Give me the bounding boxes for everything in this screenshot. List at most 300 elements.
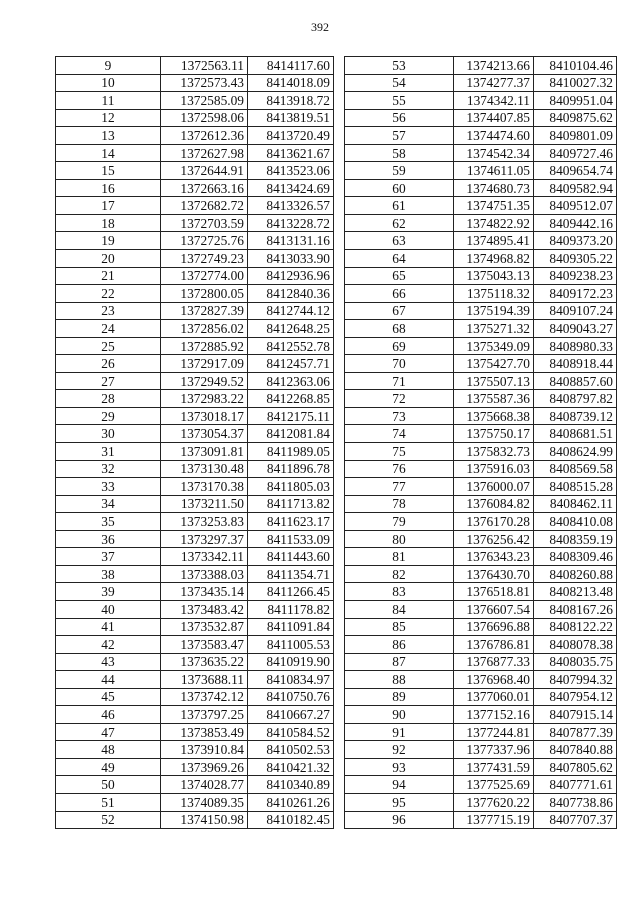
point-number-cell: 58 bbox=[345, 144, 454, 162]
y-coordinate-cell: 8408309.46 bbox=[534, 548, 617, 566]
point-number-cell: 45 bbox=[56, 688, 161, 706]
y-coordinate-cell: 8408359.19 bbox=[534, 530, 617, 548]
x-coordinate-cell: 1373635.22 bbox=[161, 653, 248, 671]
point-number-cell: 42 bbox=[56, 636, 161, 654]
y-coordinate-cell: 8409801.09 bbox=[534, 127, 617, 145]
x-coordinate-cell: 1372563.11 bbox=[161, 57, 248, 75]
y-coordinate-cell: 8409951.04 bbox=[534, 92, 617, 110]
table-row bbox=[345, 407, 617, 425]
point-number-cell: 88 bbox=[345, 671, 454, 689]
point-number-cell: 64 bbox=[345, 250, 454, 268]
point-number-cell: 43 bbox=[56, 653, 161, 671]
point-number-cell: 12 bbox=[56, 109, 161, 127]
y-coordinate-cell: 8411005.53 bbox=[248, 636, 334, 654]
point-number-cell: 14 bbox=[56, 144, 161, 162]
table-row bbox=[56, 548, 334, 566]
y-coordinate-cell: 8412268.85 bbox=[248, 390, 334, 408]
x-coordinate-cell: 1373583.47 bbox=[161, 636, 248, 654]
y-coordinate-cell: 8410027.32 bbox=[534, 74, 617, 92]
x-coordinate-cell: 1376786.81 bbox=[454, 636, 534, 654]
table-row bbox=[345, 337, 617, 355]
point-number-cell: 69 bbox=[345, 337, 454, 355]
y-coordinate-cell: 8407738.86 bbox=[534, 793, 617, 811]
table-row bbox=[345, 74, 617, 92]
table-row bbox=[56, 443, 334, 461]
x-coordinate-cell: 1373797.25 bbox=[161, 706, 248, 724]
table-row bbox=[345, 109, 617, 127]
x-coordinate-cell: 1372827.39 bbox=[161, 302, 248, 320]
x-coordinate-cell: 1375587.36 bbox=[454, 390, 534, 408]
x-coordinate-cell: 1373742.12 bbox=[161, 688, 248, 706]
x-coordinate-cell: 1377525.69 bbox=[454, 776, 534, 794]
y-coordinate-cell: 8410834.97 bbox=[248, 671, 334, 689]
x-coordinate-cell: 1375507.13 bbox=[454, 372, 534, 390]
x-coordinate-cell: 1373297.37 bbox=[161, 530, 248, 548]
point-number-cell: 65 bbox=[345, 267, 454, 285]
point-number-cell: 83 bbox=[345, 583, 454, 601]
point-number-cell: 37 bbox=[56, 548, 161, 566]
table-row bbox=[56, 600, 334, 618]
table-row bbox=[345, 460, 617, 478]
table-row bbox=[345, 600, 617, 618]
y-coordinate-cell: 8412363.06 bbox=[248, 372, 334, 390]
point-number-cell: 66 bbox=[345, 285, 454, 303]
y-coordinate-cell: 8412175.11 bbox=[248, 407, 334, 425]
point-number-cell: 92 bbox=[345, 741, 454, 759]
table-row bbox=[56, 355, 334, 373]
x-coordinate-cell: 1376256.42 bbox=[454, 530, 534, 548]
point-number-cell: 19 bbox=[56, 232, 161, 250]
x-coordinate-cell: 1375349.09 bbox=[454, 337, 534, 355]
table-row bbox=[56, 425, 334, 443]
y-coordinate-cell: 8407840.88 bbox=[534, 741, 617, 759]
x-coordinate-cell: 1374751.35 bbox=[454, 197, 534, 215]
y-coordinate-cell: 8408569.58 bbox=[534, 460, 617, 478]
x-coordinate-cell: 1377620.22 bbox=[454, 793, 534, 811]
point-number-cell: 72 bbox=[345, 390, 454, 408]
table-row bbox=[56, 811, 334, 829]
x-coordinate-cell: 1375750.17 bbox=[454, 425, 534, 443]
y-coordinate-cell: 8409582.94 bbox=[534, 179, 617, 197]
x-coordinate-cell: 1374474.60 bbox=[454, 127, 534, 145]
x-coordinate-cell: 1374213.66 bbox=[454, 57, 534, 75]
table-row bbox=[345, 583, 617, 601]
table-row bbox=[345, 214, 617, 232]
point-number-cell: 95 bbox=[345, 793, 454, 811]
point-number-cell: 25 bbox=[56, 337, 161, 355]
x-coordinate-cell: 1373253.83 bbox=[161, 513, 248, 531]
y-coordinate-cell: 8411443.60 bbox=[248, 548, 334, 566]
point-number-cell: 30 bbox=[56, 425, 161, 443]
table-row bbox=[345, 144, 617, 162]
x-coordinate-cell: 1372585.09 bbox=[161, 92, 248, 110]
x-coordinate-cell: 1372725.76 bbox=[161, 232, 248, 250]
point-number-cell: 41 bbox=[56, 618, 161, 636]
y-coordinate-cell: 8407805.62 bbox=[534, 758, 617, 776]
table-row bbox=[345, 425, 617, 443]
table-row bbox=[56, 530, 334, 548]
y-coordinate-cell: 8410584.52 bbox=[248, 723, 334, 741]
x-coordinate-cell: 1373211.50 bbox=[161, 495, 248, 513]
y-coordinate-cell: 8411623.17 bbox=[248, 513, 334, 531]
x-coordinate-cell: 1372682.72 bbox=[161, 197, 248, 215]
point-number-cell: 94 bbox=[345, 776, 454, 794]
table-row bbox=[345, 688, 617, 706]
point-number-cell: 63 bbox=[345, 232, 454, 250]
table-row bbox=[345, 92, 617, 110]
table-row bbox=[56, 653, 334, 671]
x-coordinate-cell: 1373054.37 bbox=[161, 425, 248, 443]
table-row bbox=[345, 390, 617, 408]
table-row bbox=[345, 179, 617, 197]
y-coordinate-cell: 8410104.46 bbox=[534, 57, 617, 75]
table-row bbox=[56, 758, 334, 776]
point-number-cell: 9 bbox=[56, 57, 161, 75]
x-coordinate-cell: 1376343.23 bbox=[454, 548, 534, 566]
table-row bbox=[56, 688, 334, 706]
x-coordinate-cell: 1372644.91 bbox=[161, 162, 248, 180]
y-coordinate-cell: 8408035.75 bbox=[534, 653, 617, 671]
x-coordinate-cell: 1376696.88 bbox=[454, 618, 534, 636]
point-number-cell: 84 bbox=[345, 600, 454, 618]
x-coordinate-cell: 1372703.59 bbox=[161, 214, 248, 232]
coordinates-table-right bbox=[344, 56, 617, 829]
table-row bbox=[345, 741, 617, 759]
table-row bbox=[345, 811, 617, 829]
table-row bbox=[56, 671, 334, 689]
y-coordinate-cell: 8408213.48 bbox=[534, 583, 617, 601]
point-number-cell: 38 bbox=[56, 565, 161, 583]
y-coordinate-cell: 8407707.37 bbox=[534, 811, 617, 829]
y-coordinate-cell: 8412744.12 bbox=[248, 302, 334, 320]
y-coordinate-cell: 8408918.44 bbox=[534, 355, 617, 373]
point-number-cell: 35 bbox=[56, 513, 161, 531]
point-number-cell: 57 bbox=[345, 127, 454, 145]
point-number-cell: 67 bbox=[345, 302, 454, 320]
point-number-cell: 53 bbox=[345, 57, 454, 75]
point-number-cell: 36 bbox=[56, 530, 161, 548]
y-coordinate-cell: 8412081.84 bbox=[248, 425, 334, 443]
table-row bbox=[56, 618, 334, 636]
table-row bbox=[56, 267, 334, 285]
point-number-cell: 10 bbox=[56, 74, 161, 92]
y-coordinate-cell: 8409442.16 bbox=[534, 214, 617, 232]
x-coordinate-cell: 1376968.40 bbox=[454, 671, 534, 689]
table-row bbox=[56, 144, 334, 162]
table-row bbox=[345, 530, 617, 548]
point-number-cell: 91 bbox=[345, 723, 454, 741]
table-row bbox=[56, 776, 334, 794]
x-coordinate-cell: 1372885.92 bbox=[161, 337, 248, 355]
y-coordinate-cell: 8411713.82 bbox=[248, 495, 334, 513]
x-coordinate-cell: 1373853.49 bbox=[161, 723, 248, 741]
x-coordinate-cell: 1377431.59 bbox=[454, 758, 534, 776]
y-coordinate-cell: 8409107.24 bbox=[534, 302, 617, 320]
table-row bbox=[345, 548, 617, 566]
point-number-cell: 59 bbox=[345, 162, 454, 180]
point-number-cell: 62 bbox=[345, 214, 454, 232]
point-number-cell: 31 bbox=[56, 443, 161, 461]
point-number-cell: 50 bbox=[56, 776, 161, 794]
table-row bbox=[345, 127, 617, 145]
y-coordinate-cell: 8410750.76 bbox=[248, 688, 334, 706]
x-coordinate-cell: 1373435.14 bbox=[161, 583, 248, 601]
y-coordinate-cell: 8409727.46 bbox=[534, 144, 617, 162]
y-coordinate-cell: 8409043.27 bbox=[534, 320, 617, 338]
y-coordinate-cell: 8412648.25 bbox=[248, 320, 334, 338]
y-coordinate-cell: 8411091.84 bbox=[248, 618, 334, 636]
point-number-cell: 75 bbox=[345, 443, 454, 461]
x-coordinate-cell: 1376084.82 bbox=[454, 495, 534, 513]
point-number-cell: 48 bbox=[56, 741, 161, 759]
table-row bbox=[56, 285, 334, 303]
y-coordinate-cell: 8413228.72 bbox=[248, 214, 334, 232]
point-number-cell: 86 bbox=[345, 636, 454, 654]
x-coordinate-cell: 1374277.37 bbox=[454, 74, 534, 92]
table-row bbox=[345, 162, 617, 180]
point-number-cell: 77 bbox=[345, 478, 454, 496]
point-number-cell: 13 bbox=[56, 127, 161, 145]
y-coordinate-cell: 8409512.07 bbox=[534, 197, 617, 215]
table-row bbox=[56, 250, 334, 268]
table-row bbox=[56, 513, 334, 531]
x-coordinate-cell: 1376000.07 bbox=[454, 478, 534, 496]
table-row bbox=[345, 320, 617, 338]
point-number-cell: 16 bbox=[56, 179, 161, 197]
x-coordinate-cell: 1373688.11 bbox=[161, 671, 248, 689]
y-coordinate-cell: 8408797.82 bbox=[534, 390, 617, 408]
point-number-cell: 89 bbox=[345, 688, 454, 706]
y-coordinate-cell: 8408624.99 bbox=[534, 443, 617, 461]
table-row bbox=[56, 74, 334, 92]
table-row bbox=[56, 495, 334, 513]
point-number-cell: 44 bbox=[56, 671, 161, 689]
y-coordinate-cell: 8407771.61 bbox=[534, 776, 617, 794]
x-coordinate-cell: 1376518.81 bbox=[454, 583, 534, 601]
table-row bbox=[345, 565, 617, 583]
y-coordinate-cell: 8413621.67 bbox=[248, 144, 334, 162]
point-number-cell: 24 bbox=[56, 320, 161, 338]
table-row bbox=[56, 179, 334, 197]
point-number-cell: 32 bbox=[56, 460, 161, 478]
x-coordinate-cell: 1375668.38 bbox=[454, 407, 534, 425]
y-coordinate-cell: 8409172.23 bbox=[534, 285, 617, 303]
y-coordinate-cell: 8410667.27 bbox=[248, 706, 334, 724]
y-coordinate-cell: 8413131.16 bbox=[248, 232, 334, 250]
point-number-cell: 80 bbox=[345, 530, 454, 548]
table-row bbox=[345, 372, 617, 390]
point-number-cell: 73 bbox=[345, 407, 454, 425]
table-row bbox=[56, 407, 334, 425]
table-row bbox=[56, 337, 334, 355]
x-coordinate-cell: 1372627.98 bbox=[161, 144, 248, 162]
x-coordinate-cell: 1372774.00 bbox=[161, 267, 248, 285]
y-coordinate-cell: 8411266.45 bbox=[248, 583, 334, 601]
point-number-cell: 71 bbox=[345, 372, 454, 390]
table-row bbox=[345, 478, 617, 496]
point-number-cell: 28 bbox=[56, 390, 161, 408]
table-row bbox=[56, 583, 334, 601]
table-row bbox=[56, 706, 334, 724]
table-row bbox=[56, 92, 334, 110]
x-coordinate-cell: 1375832.73 bbox=[454, 443, 534, 461]
table-row bbox=[56, 460, 334, 478]
x-coordinate-cell: 1373342.11 bbox=[161, 548, 248, 566]
point-number-cell: 78 bbox=[345, 495, 454, 513]
x-coordinate-cell: 1374542.34 bbox=[454, 144, 534, 162]
x-coordinate-cell: 1373969.26 bbox=[161, 758, 248, 776]
table-row bbox=[345, 636, 617, 654]
y-coordinate-cell: 8408167.26 bbox=[534, 600, 617, 618]
table-row bbox=[345, 443, 617, 461]
y-coordinate-cell: 8409305.22 bbox=[534, 250, 617, 268]
x-coordinate-cell: 1372663.16 bbox=[161, 179, 248, 197]
y-coordinate-cell: 8411354.71 bbox=[248, 565, 334, 583]
x-coordinate-cell: 1374968.82 bbox=[454, 250, 534, 268]
x-coordinate-cell: 1376170.28 bbox=[454, 513, 534, 531]
y-coordinate-cell: 8407877.39 bbox=[534, 723, 617, 741]
point-number-cell: 85 bbox=[345, 618, 454, 636]
y-coordinate-cell: 8414018.09 bbox=[248, 74, 334, 92]
x-coordinate-cell: 1376607.54 bbox=[454, 600, 534, 618]
point-number-cell: 90 bbox=[345, 706, 454, 724]
x-coordinate-cell: 1376430.70 bbox=[454, 565, 534, 583]
y-coordinate-cell: 8408980.33 bbox=[534, 337, 617, 355]
x-coordinate-cell: 1375427.70 bbox=[454, 355, 534, 373]
y-coordinate-cell: 8408078.38 bbox=[534, 636, 617, 654]
x-coordinate-cell: 1374895.41 bbox=[454, 232, 534, 250]
point-number-cell: 81 bbox=[345, 548, 454, 566]
point-number-cell: 76 bbox=[345, 460, 454, 478]
y-coordinate-cell: 8408681.51 bbox=[534, 425, 617, 443]
x-coordinate-cell: 1372612.36 bbox=[161, 127, 248, 145]
y-coordinate-cell: 8407954.12 bbox=[534, 688, 617, 706]
x-coordinate-cell: 1373170.38 bbox=[161, 478, 248, 496]
x-coordinate-cell: 1377337.96 bbox=[454, 741, 534, 759]
point-number-cell: 82 bbox=[345, 565, 454, 583]
y-coordinate-cell: 8409238.23 bbox=[534, 267, 617, 285]
table-row bbox=[56, 636, 334, 654]
x-coordinate-cell: 1373388.03 bbox=[161, 565, 248, 583]
point-number-cell: 34 bbox=[56, 495, 161, 513]
table-row bbox=[56, 478, 334, 496]
x-coordinate-cell: 1372598.06 bbox=[161, 109, 248, 127]
x-coordinate-cell: 1374822.92 bbox=[454, 214, 534, 232]
point-number-cell: 17 bbox=[56, 197, 161, 215]
y-coordinate-cell: 8411533.09 bbox=[248, 530, 334, 548]
table-row bbox=[345, 232, 617, 250]
x-coordinate-cell: 1373130.48 bbox=[161, 460, 248, 478]
point-number-cell: 23 bbox=[56, 302, 161, 320]
point-number-cell: 27 bbox=[56, 372, 161, 390]
point-number-cell: 60 bbox=[345, 179, 454, 197]
y-coordinate-cell: 8408515.28 bbox=[534, 478, 617, 496]
y-coordinate-cell: 8409373.20 bbox=[534, 232, 617, 250]
y-coordinate-cell: 8411896.78 bbox=[248, 460, 334, 478]
table-row bbox=[345, 513, 617, 531]
y-coordinate-cell: 8407994.32 bbox=[534, 671, 617, 689]
point-number-cell: 11 bbox=[56, 92, 161, 110]
x-coordinate-cell: 1373483.42 bbox=[161, 600, 248, 618]
x-coordinate-cell: 1377715.19 bbox=[454, 811, 534, 829]
table-row bbox=[345, 267, 617, 285]
table-row bbox=[56, 197, 334, 215]
table-row bbox=[345, 197, 617, 215]
y-coordinate-cell: 8408739.12 bbox=[534, 407, 617, 425]
x-coordinate-cell: 1374150.98 bbox=[161, 811, 248, 829]
x-coordinate-cell: 1374089.35 bbox=[161, 793, 248, 811]
y-coordinate-cell: 8411805.03 bbox=[248, 478, 334, 496]
x-coordinate-cell: 1375194.39 bbox=[454, 302, 534, 320]
table-row bbox=[56, 57, 334, 75]
x-coordinate-cell: 1377152.16 bbox=[454, 706, 534, 724]
x-coordinate-cell: 1375271.32 bbox=[454, 320, 534, 338]
point-number-cell: 20 bbox=[56, 250, 161, 268]
table-row bbox=[56, 390, 334, 408]
x-coordinate-cell: 1373532.87 bbox=[161, 618, 248, 636]
y-coordinate-cell: 8413424.69 bbox=[248, 179, 334, 197]
y-coordinate-cell: 8410182.45 bbox=[248, 811, 334, 829]
y-coordinate-cell: 8409654.74 bbox=[534, 162, 617, 180]
table-row bbox=[345, 776, 617, 794]
y-coordinate-cell: 8414117.60 bbox=[248, 57, 334, 75]
y-coordinate-cell: 8412552.78 bbox=[248, 337, 334, 355]
table-row bbox=[345, 57, 617, 75]
y-coordinate-cell: 8410340.89 bbox=[248, 776, 334, 794]
point-number-cell: 74 bbox=[345, 425, 454, 443]
point-number-cell: 29 bbox=[56, 407, 161, 425]
table-row bbox=[56, 372, 334, 390]
point-number-cell: 68 bbox=[345, 320, 454, 338]
x-coordinate-cell: 1372949.52 bbox=[161, 372, 248, 390]
y-coordinate-cell: 8408857.60 bbox=[534, 372, 617, 390]
y-coordinate-cell: 8408260.88 bbox=[534, 565, 617, 583]
x-coordinate-cell: 1373018.17 bbox=[161, 407, 248, 425]
y-coordinate-cell: 8413033.90 bbox=[248, 250, 334, 268]
point-number-cell: 18 bbox=[56, 214, 161, 232]
table-row bbox=[345, 302, 617, 320]
y-coordinate-cell: 8413819.51 bbox=[248, 109, 334, 127]
point-number-cell: 87 bbox=[345, 653, 454, 671]
y-coordinate-cell: 8412936.96 bbox=[248, 267, 334, 285]
point-number-cell: 96 bbox=[345, 811, 454, 829]
y-coordinate-cell: 8412840.36 bbox=[248, 285, 334, 303]
y-coordinate-cell: 8412457.71 bbox=[248, 355, 334, 373]
y-coordinate-cell: 8408462.11 bbox=[534, 495, 617, 513]
x-coordinate-cell: 1374680.73 bbox=[454, 179, 534, 197]
point-number-cell: 61 bbox=[345, 197, 454, 215]
point-number-cell: 55 bbox=[345, 92, 454, 110]
x-coordinate-cell: 1375916.03 bbox=[454, 460, 534, 478]
table-row bbox=[56, 793, 334, 811]
y-coordinate-cell: 8413720.49 bbox=[248, 127, 334, 145]
table-row bbox=[56, 127, 334, 145]
x-coordinate-cell: 1374611.05 bbox=[454, 162, 534, 180]
y-coordinate-cell: 8410421.32 bbox=[248, 758, 334, 776]
x-coordinate-cell: 1375043.13 bbox=[454, 267, 534, 285]
y-coordinate-cell: 8410502.53 bbox=[248, 741, 334, 759]
y-coordinate-cell: 8408410.08 bbox=[534, 513, 617, 531]
point-number-cell: 79 bbox=[345, 513, 454, 531]
table-row bbox=[345, 653, 617, 671]
x-coordinate-cell: 1372856.02 bbox=[161, 320, 248, 338]
y-coordinate-cell: 8409875.62 bbox=[534, 109, 617, 127]
point-number-cell: 56 bbox=[345, 109, 454, 127]
table-row bbox=[56, 162, 334, 180]
x-coordinate-cell: 1376877.33 bbox=[454, 653, 534, 671]
y-coordinate-cell: 8411178.82 bbox=[248, 600, 334, 618]
y-coordinate-cell: 8408122.22 bbox=[534, 618, 617, 636]
